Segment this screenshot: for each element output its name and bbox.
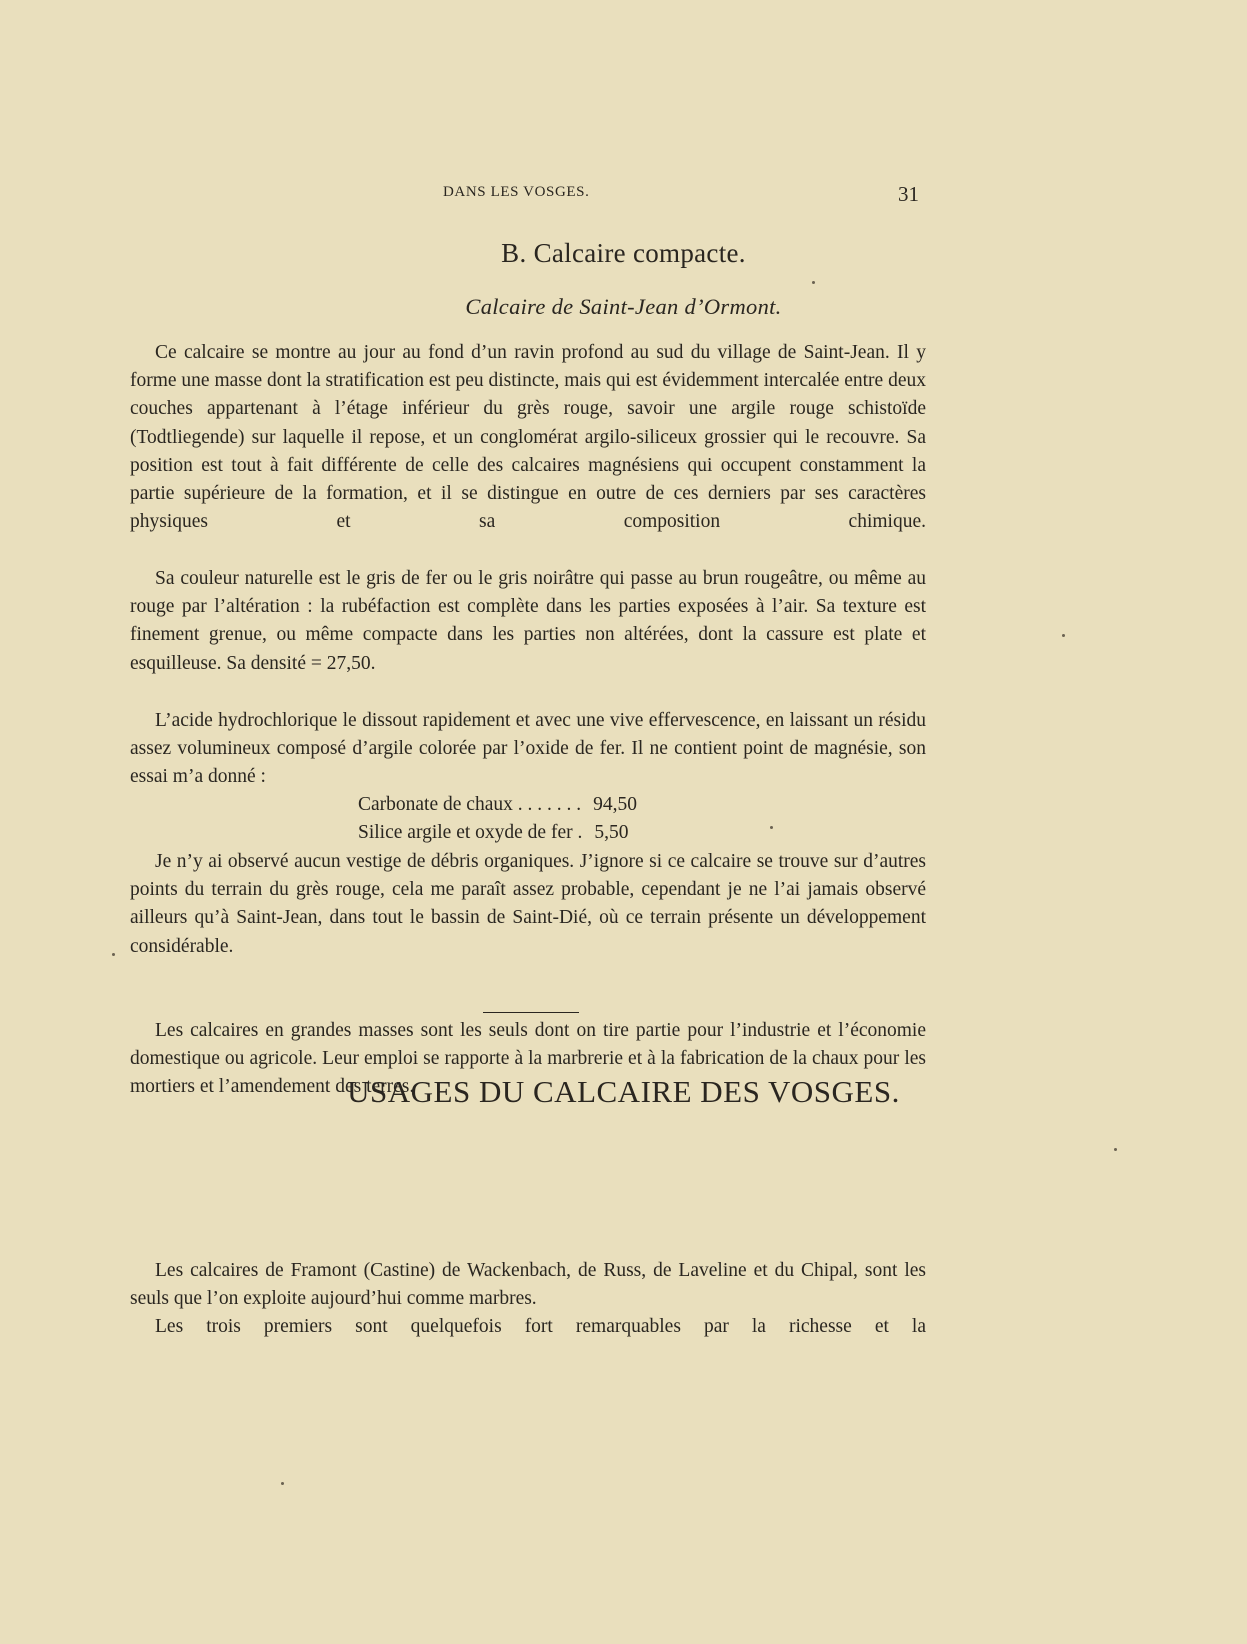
- analysis-value: 94,50: [593, 794, 637, 815]
- paper-speck: [1062, 634, 1065, 637]
- paper-speck: [812, 281, 815, 284]
- paragraph-text: Les calcaires en grandes masses sont les seuls dont on tire partie pour l’industrie et l’économie domestique ou agricole. Leur emploi se rapporte à la marbrerie et à la fabrication de la chaux pour les mortiers et l’amendement des terres.: [130, 1020, 926, 1098]
- paper-speck: [281, 1482, 284, 1485]
- paper-speck: [770, 826, 773, 829]
- paragraph-text: Les trois premiers sont quelquefois fort remarquables par la richesse et la: [155, 1316, 926, 1337]
- analysis-row: [358, 819, 637, 847]
- paragraph-observations: [130, 848, 926, 961]
- analysis-table: [358, 791, 637, 847]
- paragraph-marbles: [130, 1257, 926, 1313]
- paragraph-acid-test: [130, 707, 926, 792]
- analysis-label: Silice argile et oxyde de fer .: [358, 822, 583, 844]
- paper-speck: [112, 953, 115, 956]
- section-divider: [483, 1012, 579, 1013]
- running-title: DANS LES VOSGES.: [443, 184, 590, 200]
- section-subtitle: Calcaire de Saint-Jean d’Ormont.: [465, 294, 782, 319]
- paragraph-text: Sa couleur naturelle est le gris de fer ou le gris noirâtre qui passe au brun rougeâtre, ou même au rouge par l’altération : la rubéfaction est complète dans les parties exposées à l’air. Sa texture est finement grenue, ou même compacte dans les parties non altérées, dont la cassure est plate et esquilleuse. Sa densité = 27,50.: [130, 568, 926, 674]
- analysis-label: Carbonate de chaux . . . . . . .: [358, 794, 582, 815]
- analysis-value: 5,50: [594, 822, 629, 844]
- paragraph-text: Ce calcaire se montre au jour au fond d’un ravin profond au sud du village de Saint-Jean. Il y forme une masse dont la stratification est peu distincte, mais qui est évidemment intercalée entre deux couches appartenant à l’étage inférieur du grès rouge, savoir une argile rouge schistoïde (Todtliegende) sur laquelle il repose, et un conglomérat argilo-siliceux grossier qui le recouvre. Sa position est tout à fait différente de celle des calcaires magnésiens qui occupent constamment la partie supérieure de la formation, et il se distingue en outre de ces derniers par ses caractères physiques et sa composition chimique.: [130, 342, 926, 533]
- paragraph-text: Les calcaires de Framont (Castine) de Wackenbach, de Russ, de Laveline et du Chipal, sont les seuls que l’on exploite aujourd’hui comme marbres.: [130, 1260, 926, 1310]
- paper-speck: [1114, 1148, 1117, 1151]
- paragraph-colour: [130, 565, 926, 678]
- paragraph-position: [130, 339, 926, 536]
- analysis-row: [358, 791, 637, 819]
- paragraph-usages: [130, 1017, 926, 1102]
- section-heading: B. Calcaire compacte.: [501, 238, 746, 268]
- paragraph-text: Je n’y ai observé aucun vestige de débris organiques. J’ignore si ce calcaire se trouve sur d’autres points du terrain du grès rouge, cela me paraît assez probable, cependant je ne l’ai jamais observé ailleurs qu’à Saint-Jean, dans tout le bassin de Saint-Dié, où ce terrain présente un développement considérable.: [130, 851, 926, 957]
- page-number: 31: [898, 182, 919, 206]
- usages-heading: USAGES DU CALCAIRE DES VOSGES.: [347, 1074, 900, 1109]
- paragraph-continued: [130, 1313, 926, 1341]
- running-head: [0, 182, 1247, 206]
- paragraph-text: L’acide hydrochlorique le dissout rapidement et avec une vive effervescence, en laissant un résidu assez volumineux composé d’argile colorée par l’oxide de fer. Il ne contient point de magnésie, son essai m’a donné :: [130, 710, 926, 788]
